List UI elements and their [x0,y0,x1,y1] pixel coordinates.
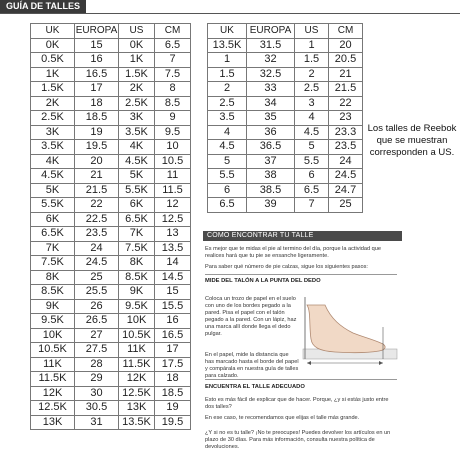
table-cell: 6.5 [155,38,191,53]
table-cell: 11.5 [155,183,191,198]
table-cell: 25.5 [75,285,119,300]
table-cell: 10 [155,140,191,155]
table-cell: 11K [119,343,155,358]
table-cell: 6.5 [208,198,247,213]
table-cell: 19.5 [155,415,191,430]
table-row [208,38,363,53]
table-cell: 4K [119,140,155,155]
table-cell: 7.5K [119,241,155,256]
table-cell: 27.5 [75,343,119,358]
table-cell: 17 [75,82,119,97]
table-cell: 24.5 [75,256,119,271]
table-cell: 19.5 [75,140,119,155]
table-cell: 4.5K [119,154,155,169]
column-header: US [295,24,329,39]
table-cell: 15.5 [155,299,191,314]
table-row [31,53,191,68]
table-cell: 39 [247,198,295,213]
table-header-row [31,24,191,39]
table-cell: 8K [31,270,75,285]
table-row [31,38,191,53]
table-cell: 26.5 [75,314,119,329]
guide-divider [205,274,397,275]
table-row [31,357,191,372]
table-cell: 5.5K [119,183,155,198]
table-cell: 3.5K [31,140,75,155]
table-row [31,314,191,329]
table-row [208,111,363,126]
table-cell: 2.5K [31,111,75,126]
table-cell: 5.5K [31,198,75,213]
table-cell: 4.5 [295,125,329,140]
table-cell: 4 [295,111,329,126]
table-cell: 32.5 [247,67,295,82]
guide-steps-intro: Para saber qué número de pie calzas, sigue los siguientes pasos: [205,264,368,270]
table-cell: 6.5K [31,227,75,242]
table-row [31,183,191,198]
foot-measure-illustration [301,297,399,367]
table-row [31,285,191,300]
table-cell: 1K [31,67,75,82]
table-cell: 14.5 [155,270,191,285]
table-row [31,372,191,387]
table-cell: 13.5 [155,241,191,256]
table-cell: 29 [75,372,119,387]
table-cell: 20 [75,154,119,169]
size-guide-panel [201,231,401,460]
table-cell: 5K [119,169,155,184]
table-row [208,198,363,213]
table-cell: 23 [329,111,363,126]
table-row [208,67,363,82]
fit-text-3: ¿Y si no es tu talle? ¡No te preocupes! Puedes devolver los artículos en un plazo de 30 días. Para más información, consulta nuestra política de devoluciones. [205,430,391,450]
table-cell: 30 [75,386,119,401]
table-cell: 11.5K [119,357,155,372]
table-cell: 6K [119,198,155,213]
table-cell: 9.5K [119,299,155,314]
table-cell: 22.5 [75,212,119,227]
table-cell: 17.5 [155,357,191,372]
table-cell: 7.5 [155,67,191,82]
table-cell: 18 [155,372,191,387]
table-cell: 6 [208,183,247,198]
table-row [31,401,191,416]
table-cell: 12K [119,372,155,387]
table-cell: 2.5 [295,82,329,97]
table-cell: 9 [155,111,191,126]
table-cell: 16.5 [155,328,191,343]
table-cell: 0.5K [31,53,75,68]
table-cell: 5 [208,154,247,169]
fit-text-1: Esto es más fácil de explicar que de hacer. Porque, ¿y si estás justo entre dos talles? [205,397,389,410]
table-row [31,67,191,82]
table-row [31,270,191,285]
table-cell: 21 [75,169,119,184]
table-cell: 21 [329,67,363,82]
table-row [31,328,191,343]
header-divider [0,13,460,14]
size-table-left [30,23,191,430]
table-cell: 15 [75,38,119,53]
table-cell: 6 [295,169,329,184]
table-row [31,241,191,256]
table-cell: 2K [119,82,155,97]
table-row [31,256,191,271]
table-cell: 28 [75,357,119,372]
table-cell: 2.5 [208,96,247,111]
table-cell: 8.5K [31,285,75,300]
guide-divider [205,379,397,380]
table-cell: 17 [155,343,191,358]
table-cell: 4K [31,154,75,169]
table-row [208,169,363,184]
table-row [31,343,191,358]
table-cell: 3K [31,125,75,140]
table-cell: 8.5K [119,270,155,285]
column-header: UK [31,24,75,39]
table-cell: 14 [155,256,191,271]
table-cell: 21.5 [75,183,119,198]
table-cell: 13 [155,227,191,242]
table-cell: 12K [31,386,75,401]
table-cell: 19 [155,401,191,416]
table-row [31,386,191,401]
table-cell: 31 [75,415,119,430]
measure-heading: MIDE DEL TALÓN A LA PUNTA DEL DEDO [205,278,321,284]
table-cell: 15 [155,285,191,300]
table-row [31,154,191,169]
table-cell: 7.5K [31,256,75,271]
guide-intro: Es mejor que te midas el pie al termino del día, porque la actividad que realices hará que tu pie se ensanche ligeramente. [205,246,381,259]
table-cell: 1 [208,53,247,68]
table-cell: 21.5 [329,82,363,97]
table-cell: 13K [31,415,75,430]
table-cell: 9K [31,299,75,314]
table-cell: 18.5 [75,111,119,126]
table-row [208,183,363,198]
table-cell: 3.5K [119,125,155,140]
table-row [31,125,191,140]
table-cell: 24 [329,154,363,169]
table-cell: 35 [247,111,295,126]
table-cell: 36.5 [247,140,295,155]
table-cell: 22 [75,198,119,213]
table-cell: 6.5 [295,183,329,198]
table-cell: 8K [119,256,155,271]
table-cell: 1.5 [295,53,329,68]
table-cell: 11K [31,357,75,372]
table-cell: 10K [31,328,75,343]
page-title: GUÍA DE TALLES [0,0,86,13]
size-table-right [207,23,363,213]
table-header-row [208,24,363,39]
page-header [0,0,460,13]
table-cell: 25 [75,270,119,285]
table-cell: 16 [75,53,119,68]
table-cell: 18.5 [155,386,191,401]
table-cell: 37 [247,154,295,169]
table-cell: 11.5K [31,372,75,387]
table-cell: 13K [119,401,155,416]
table-row [31,111,191,126]
table-cell: 1.5 [208,67,247,82]
table-cell: 30.5 [75,401,119,416]
table-row [208,125,363,140]
table-cell: 5 [295,140,329,155]
table-row [208,154,363,169]
table-cell: 3 [295,96,329,111]
table-cell: 2K [31,96,75,111]
table-row [208,53,363,68]
table-cell: 10.5 [155,154,191,169]
table-cell: 25 [329,198,363,213]
table-cell: 12.5K [31,401,75,416]
table-cell: 8 [155,82,191,97]
table-cell: 4.5 [208,140,247,155]
table-cell: 36 [247,125,295,140]
table-cell: 6K [31,212,75,227]
table-row [31,198,191,213]
table-cell: 24.5 [329,169,363,184]
table-cell: 7K [31,241,75,256]
table-cell: 2.5K [119,96,155,111]
table-cell: 10.5K [119,328,155,343]
column-header: CM [155,24,191,39]
table-cell: 11 [155,169,191,184]
guide-title: CÓMO ENCONTRAR TU TALLE [203,231,402,241]
table-cell: 32 [247,53,295,68]
table-cell: 13.5K [208,38,247,53]
column-header: EUROPA [75,25,118,37]
fit-heading: ENCUENTRA EL TALLE ADECUADO [205,384,305,390]
table-row [208,140,363,155]
table-cell: 1.5K [119,67,155,82]
table-row [31,212,191,227]
fit-text-2: En ese caso, te recomendamos que elijas el talle más grande. [205,415,360,421]
table-cell: 3.5 [208,111,247,126]
column-header: US [119,24,155,39]
table-cell: 16 [155,314,191,329]
table-cell: 1K [119,53,155,68]
table-cell: 23.5 [75,227,119,242]
table-cell: 16.5 [75,67,119,82]
us-size-note: Los talles de Reebok que se muestran corresponden a US. [367,123,457,158]
table-cell: 27 [75,328,119,343]
table-cell: 12.5 [155,212,191,227]
table-cell: 24.7 [329,183,363,198]
table-cell: 10K [119,314,155,329]
measure-step-2: En el papel, mide la distancia que has marcado hasta el borde del papel y compárala en nuestra guía de talles para calzado. [205,352,299,379]
table-cell: 6.5K [119,212,155,227]
table-cell: 12 [155,198,191,213]
table-cell: 5.5 [295,154,329,169]
table-row [31,299,191,314]
table-row [31,169,191,184]
table-cell: 23.5 [329,140,363,155]
table-cell: 7 [155,53,191,68]
table-cell: 0K [31,38,75,53]
column-header: CM [329,24,363,39]
table-cell: 12.5K [119,386,155,401]
table-cell: 38 [247,169,295,184]
table-row [208,96,363,111]
table-row [31,96,191,111]
column-header: UK [208,24,247,39]
table-cell: 8.5 [155,96,191,111]
table-cell: 1 [295,38,329,53]
table-cell: 5K [31,183,75,198]
table-cell: 5.5 [208,169,247,184]
table-cell: 1.5K [31,82,75,97]
table-cell: 20 [329,38,363,53]
table-cell: 2 [208,82,247,97]
table-cell: 22 [329,96,363,111]
table-cell: 24 [75,241,119,256]
table-cell: 31.5 [247,38,295,53]
measure-step-1: Coloca un trozo de papel en el suelo con uno de los bordes pegado a la pared. Pisa el papel con el talón pegado a la pared. Con un lápiz, haz una marca allí donde llega el dedo pulgar. [205,296,297,337]
table-row [31,82,191,97]
table-cell: 13.5K [119,415,155,430]
table-cell: 7 [295,198,329,213]
table-cell: 10.5K [31,343,75,358]
table-cell: 19 [75,125,119,140]
table-row [31,415,191,430]
table-cell: 26 [75,299,119,314]
table-row [208,82,363,97]
table-cell: 20.5 [329,53,363,68]
table-row [31,227,191,242]
table-cell: 23.3 [329,125,363,140]
table-cell: 33 [247,82,295,97]
table-cell: 38.5 [247,183,295,198]
table-cell: 34 [247,96,295,111]
table-cell: 3K [119,111,155,126]
table-cell: 7K [119,227,155,242]
table-cell: 9K [119,285,155,300]
table-row [31,140,191,155]
table-cell: 18 [75,96,119,111]
table-cell: 9.5K [31,314,75,329]
table-cell: 0K [119,38,155,53]
table-cell: 4 [208,125,247,140]
table-cell: 4.5K [31,169,75,184]
column-header: EUROPA [247,24,295,39]
table-cell: 9.5 [155,125,191,140]
table-cell: 2 [295,67,329,82]
